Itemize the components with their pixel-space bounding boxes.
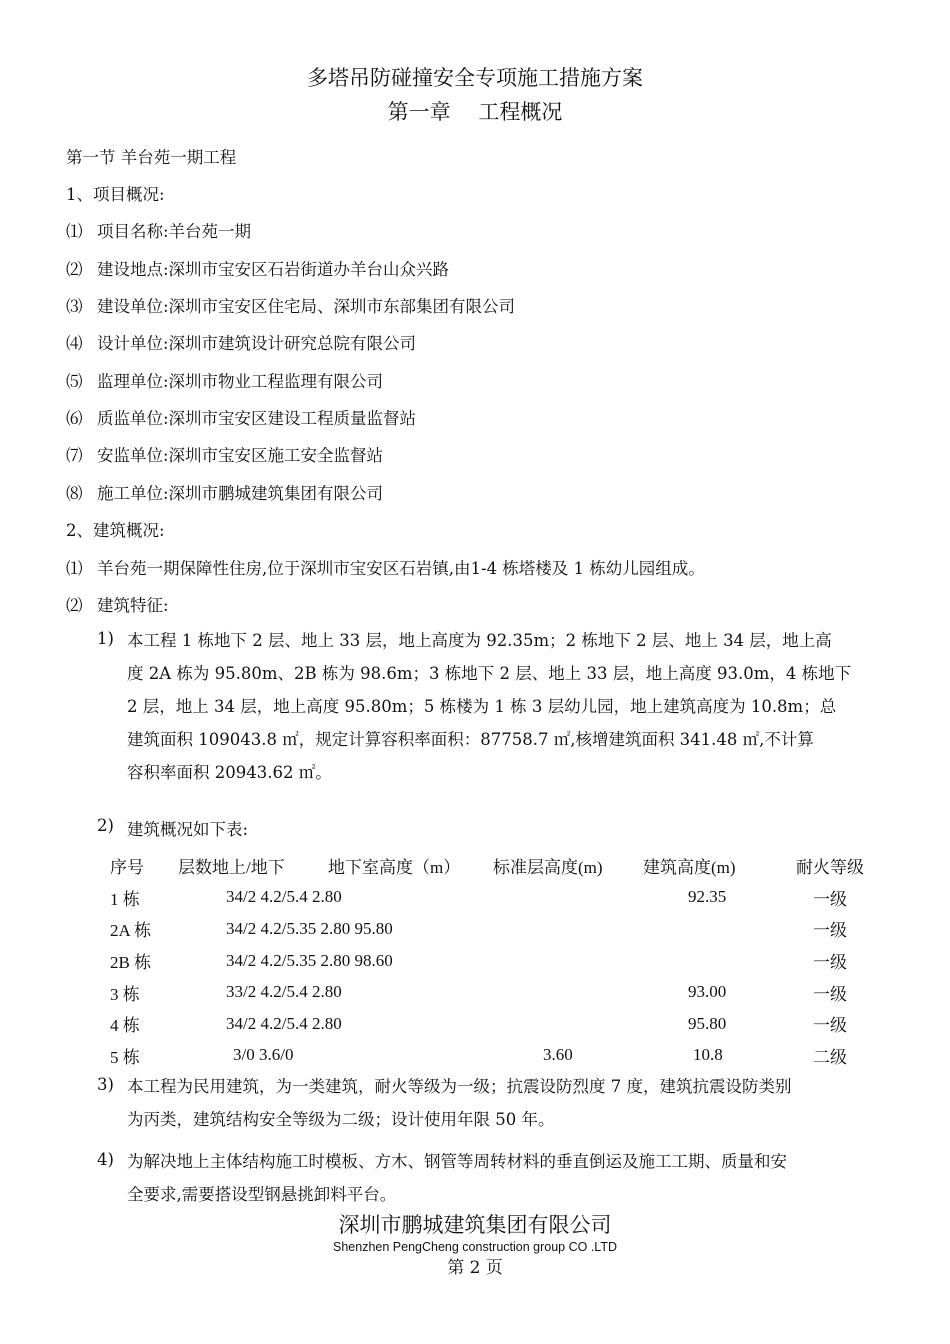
- table-row: [100, 882, 873, 914]
- feature-text: 建筑概况如下表:: [127, 820, 249, 839]
- row-height: [643, 913, 783, 945]
- row-id: 4 栋: [110, 1016, 140, 1036]
- row-height: 95.80: [688, 1013, 727, 1033]
- feature-number: 3): [97, 1075, 114, 1094]
- column-header: 耐火等级: [796, 858, 864, 878]
- row-id: 1 栋: [110, 889, 140, 909]
- row-data: 34/2 4.2/5.4 2.80: [226, 1013, 342, 1033]
- row-data: 34/2 4.2/5.35 2.80 95.80: [226, 918, 393, 938]
- list-item: ⑺ 安监单位:深圳市宝安区施工安全监督站: [66, 446, 384, 465]
- list-item: ⑸ 监理单位:深圳市物业工程监理有限公司: [66, 372, 384, 391]
- table-row: [100, 913, 873, 945]
- page-number: 第 2 页: [447, 1258, 503, 1278]
- document-title: 多塔吊防碰撞安全专项施工措施方案: [307, 66, 643, 90]
- row-data: 34/2 4.2/5.35 2.80 98.60: [226, 950, 393, 970]
- row-fire-rating: 一级: [813, 1016, 847, 1036]
- feature-number: 1): [97, 629, 114, 648]
- feature-paragraph: [127, 1070, 897, 1136]
- list-item: ⑷ 设计单位:深圳市建筑设计研究总院有限公司: [66, 334, 417, 353]
- list-item: ⑵ 建设地点:深圳市宝安区石岩街道办羊台山众兴路: [66, 260, 450, 279]
- list-item: ⑶ 建设单位:深圳市宝安区住宅局、深圳市东部集团有限公司: [66, 297, 516, 316]
- table-row: [100, 945, 873, 977]
- list-item: ⑹ 质监单位:深圳市宝安区建设工程质量监督站: [66, 409, 417, 428]
- row-height: 10.8: [693, 1045, 723, 1065]
- row-data: 33/2 4.2/5.4 2.80: [226, 982, 342, 1002]
- row-fire-rating: 一级: [813, 953, 847, 973]
- paragraph-line: 度 2A 栋为 95.80m、2B 栋为 98.6m；3 栋地下 2 层、地上 33 层，地上高度 93.0m，4 栋地下: [127, 664, 852, 683]
- building-heading: 2、建筑概况:: [66, 521, 165, 540]
- row-height: 93.00: [688, 982, 727, 1002]
- section-title: 第一节 羊台苑一期工程: [66, 148, 237, 167]
- row-id: 2A 栋: [110, 921, 152, 941]
- paragraph-line: 建筑面积 109043.8 ㎡，规定计算容积率面积：87758.7 ㎡,核增建筑面积 341.48 ㎡,不计算: [127, 730, 814, 749]
- row-id: 3 栋: [110, 984, 140, 1004]
- building-table: [100, 850, 873, 1071]
- overview-heading: 1、项目概况:: [66, 185, 165, 204]
- list-item: ⑴ 项目名称:羊台苑一期: [66, 222, 252, 241]
- paragraph-line: 本工程为民用建筑，为一类建筑，耐火等级为一级；抗震设防烈度 7 度，建筑抗震设防类别: [127, 1077, 792, 1096]
- paragraph-line: 为丙类，建筑结构安全等级为二级；设计使用年限 50 年。: [127, 1110, 555, 1129]
- row-id: 2B 栋: [110, 953, 152, 973]
- feature-number: 2): [97, 816, 114, 835]
- table-row: [100, 1008, 873, 1040]
- paragraph-line: 为解决地上主体结构施工时模板、方木、钢管等周转材料的垂直倒运及施工工期、质量和安: [127, 1152, 787, 1171]
- table-row: [100, 976, 873, 1008]
- row-standard-height: 3.60: [543, 1045, 573, 1065]
- paragraph-line: 本工程 1 栋地下 2 层、地上 33 层，地上高度为 92.35m；2 栋地下 2 层、地上 34 层，地上高: [127, 631, 832, 650]
- paragraph-line: 全要求,需要搭设型钢悬挑卸料平台。: [127, 1185, 397, 1204]
- feature-paragraph: [127, 624, 897, 789]
- row-data: 34/2 4.2/5.4 2.80: [226, 887, 342, 907]
- column-header: 序号: [110, 858, 144, 878]
- row-height: [643, 945, 783, 977]
- table-row: [100, 1040, 873, 1072]
- footer-company-english: Shenzhen PengCheng construction group CO .LTD: [333, 1240, 617, 1254]
- table-header-row: [100, 850, 873, 882]
- column-header: 层数地上/地下: [178, 858, 285, 878]
- chapter-title: 第一章 工程概况: [387, 100, 563, 124]
- row-data: 3/0 3.6/0: [233, 1045, 294, 1065]
- row-fire-rating: 一级: [813, 984, 847, 1004]
- column-header: 地下室高度（m）: [328, 858, 461, 878]
- footer-company-name: 深圳市鹏城建筑集团有限公司: [338, 1213, 612, 1237]
- row-fire-rating: 二级: [813, 1047, 847, 1067]
- row-fire-rating: 一级: [813, 921, 847, 941]
- row-fire-rating: 一级: [813, 889, 847, 909]
- list-item: ⑻ 施工单位:深圳市鹏城建筑集团有限公司: [66, 484, 384, 503]
- feature-paragraph: [127, 1145, 897, 1211]
- row-id: 5 栋: [110, 1047, 140, 1067]
- list-item: ⑴ 羊台苑一期保障性住房,位于深圳市宝安区石岩镇,由1-4 栋塔楼及 1 栋幼儿园组成。: [66, 559, 705, 578]
- paragraph-line: 容积率面积 20943.62 ㎡。: [127, 763, 332, 782]
- row-height: 92.35: [688, 887, 727, 907]
- list-item: ⑵ 建筑特征:: [66, 596, 169, 615]
- paragraph-line: 2 层，地上 34 层，地上高度 95.80m；5 栋楼为 1 栋 3 层幼儿园，地上建筑高度为 10.8m；总: [127, 697, 837, 716]
- column-header: 标准层高度(m): [493, 858, 603, 878]
- column-header: 建筑高度(m): [643, 858, 736, 878]
- feature-number: 4): [97, 1150, 114, 1169]
